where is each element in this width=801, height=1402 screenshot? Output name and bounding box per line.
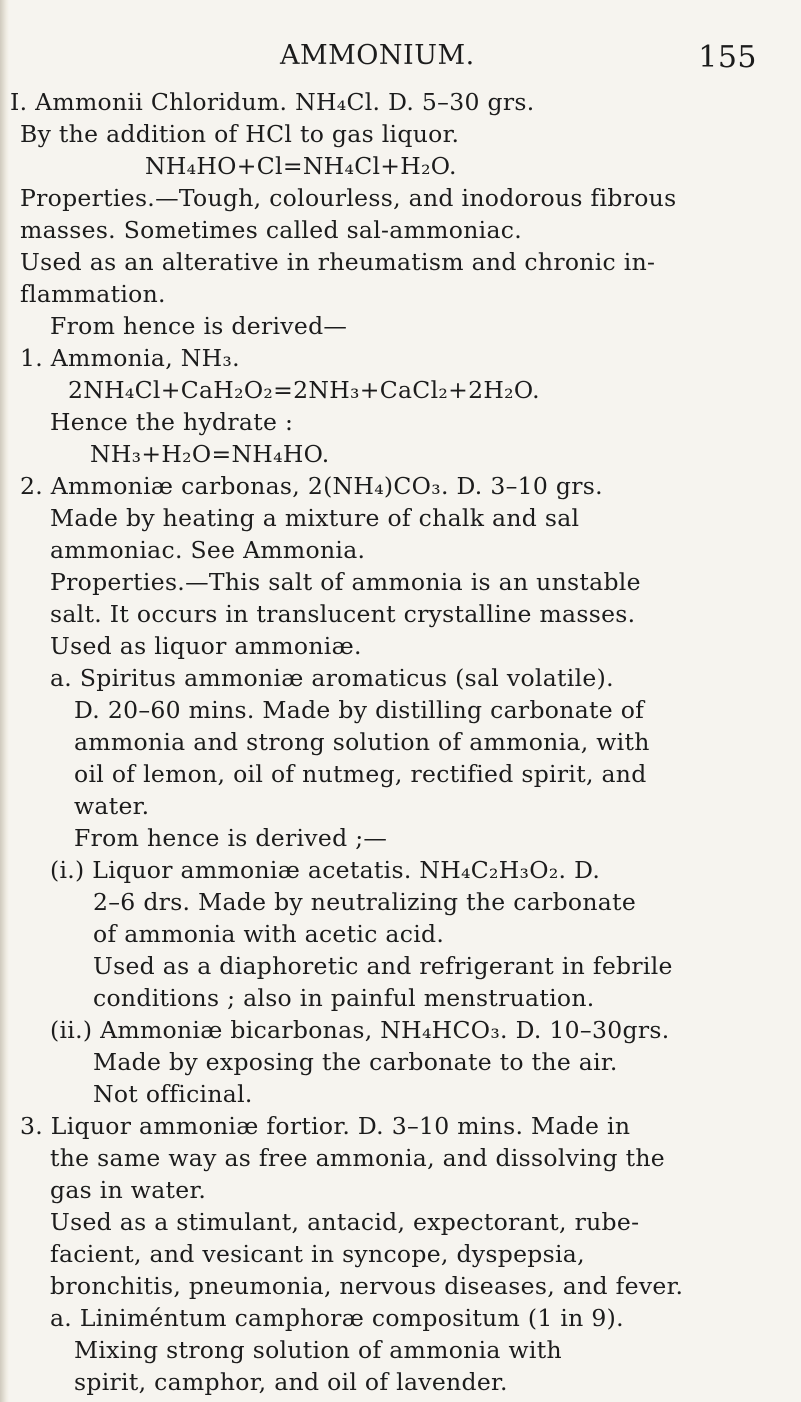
text-line: salt. It occurs in translucent crystalline masses. xyxy=(50,600,636,628)
used-line: Used as a stimulant, antacid, expectorant, rube- xyxy=(50,1208,640,1236)
list-item-3-fortior: 3. Liquor ammoniæ fortior. D. 3–10 mins. Made in xyxy=(20,1112,631,1140)
text-line: Not officinal. xyxy=(93,1080,253,1108)
list-item-2-carbonas: 2. Ammoniæ carbonas, 2(NH₄)CO₃. D. 3–10 grs. xyxy=(20,472,603,500)
text-line: facient, and vesicant in syncope, dyspepsia, xyxy=(50,1240,585,1268)
properties-line: Properties.—Tough, colourless, and inodorous fibrous xyxy=(20,184,677,212)
used-line: Used as liquor ammoniæ. xyxy=(50,632,362,660)
text-line: 2–6 drs. Made by neutralizing the carbonate xyxy=(93,888,637,916)
equation-line: NH₄HO+Cl=NH₄Cl+H₂O. xyxy=(145,152,457,180)
text-line: gas in water. xyxy=(50,1176,207,1204)
equation-line: 2NH₄Cl+CaH₂O₂=2NH₃+CaCl₂+2H₂O. xyxy=(68,376,540,404)
equation-line: NH₃+H₂O=NH₄HO. xyxy=(90,440,330,468)
text-line: of ammonia with acetic acid. xyxy=(93,920,445,948)
sub-item-a-linimentum: a. Liniméntum camphoræ compositum (1 in 9). xyxy=(50,1304,624,1332)
text-line: Made by heating a mixture of chalk and sal xyxy=(50,504,580,532)
text-line: oil of lemon, oil of nutmeg, rectified spirit, and xyxy=(74,760,647,788)
subheading-from-hence: From hence is derived ;— xyxy=(74,824,388,852)
running-header xyxy=(0,40,801,80)
text-line: masses. Sometimes called sal-ammoniac. xyxy=(20,216,523,244)
sub-item-i-acetatis: (i.) Liquor ammoniæ acetatis. NH₄C₂H₃O₂. D. xyxy=(50,856,601,884)
text-line: ammoniac. See Ammonia. xyxy=(50,536,366,564)
text-line: D. 20–60 mins. Made by distilling carbonate of xyxy=(74,696,645,724)
text-line: ammonia and strong solution of ammonia, with xyxy=(74,728,650,756)
properties-line: Properties.—This salt of ammonia is an unstable xyxy=(50,568,641,596)
running-title: AMMONIUM. xyxy=(280,40,475,71)
sub-item-a-spiritus: a. Spiritus ammoniæ aromaticus (sal volatile). xyxy=(50,664,614,692)
sub-item-ii-bicarbonas: (ii.) Ammoniæ bicarbonas, NH₄HCO₃. D. 10–30grs. xyxy=(50,1016,670,1044)
page-number: 155 xyxy=(698,40,757,75)
entry-heading-ammonii-chloridum: I. Ammonii Chloridum. NH₄Cl. D. 5–30 grs. xyxy=(10,88,535,116)
text-line: Hence the hydrate : xyxy=(50,408,294,436)
text-line: bronchitis, pneumonia, nervous diseases, and fever. xyxy=(50,1272,684,1300)
text-line: spirit, camphor, and oil of lavender. xyxy=(74,1368,508,1396)
text-line: Made by exposing the carbonate to the air. xyxy=(93,1048,618,1076)
text-line: water. xyxy=(74,792,150,820)
subheading-from-hence: From hence is derived— xyxy=(50,312,348,340)
used-line: Used as a diaphoretic and refrigerant in febrile xyxy=(93,952,673,980)
text-line: flammation. xyxy=(20,280,166,308)
list-item-1-ammonia: 1. Ammonia, NH₃. xyxy=(20,344,240,372)
page-gutter-shadow xyxy=(0,0,9,1402)
text-line: Mixing strong solution of ammonia with xyxy=(74,1336,562,1364)
used-line: Used as an alterative in rheumatism and chronic in- xyxy=(20,248,656,276)
text-line: conditions ; also in painful menstruation. xyxy=(93,984,595,1012)
text-line: By the addition of HCl to gas liquor. xyxy=(20,120,460,148)
text-line: the same way as free ammonia, and dissolving the xyxy=(50,1144,665,1172)
